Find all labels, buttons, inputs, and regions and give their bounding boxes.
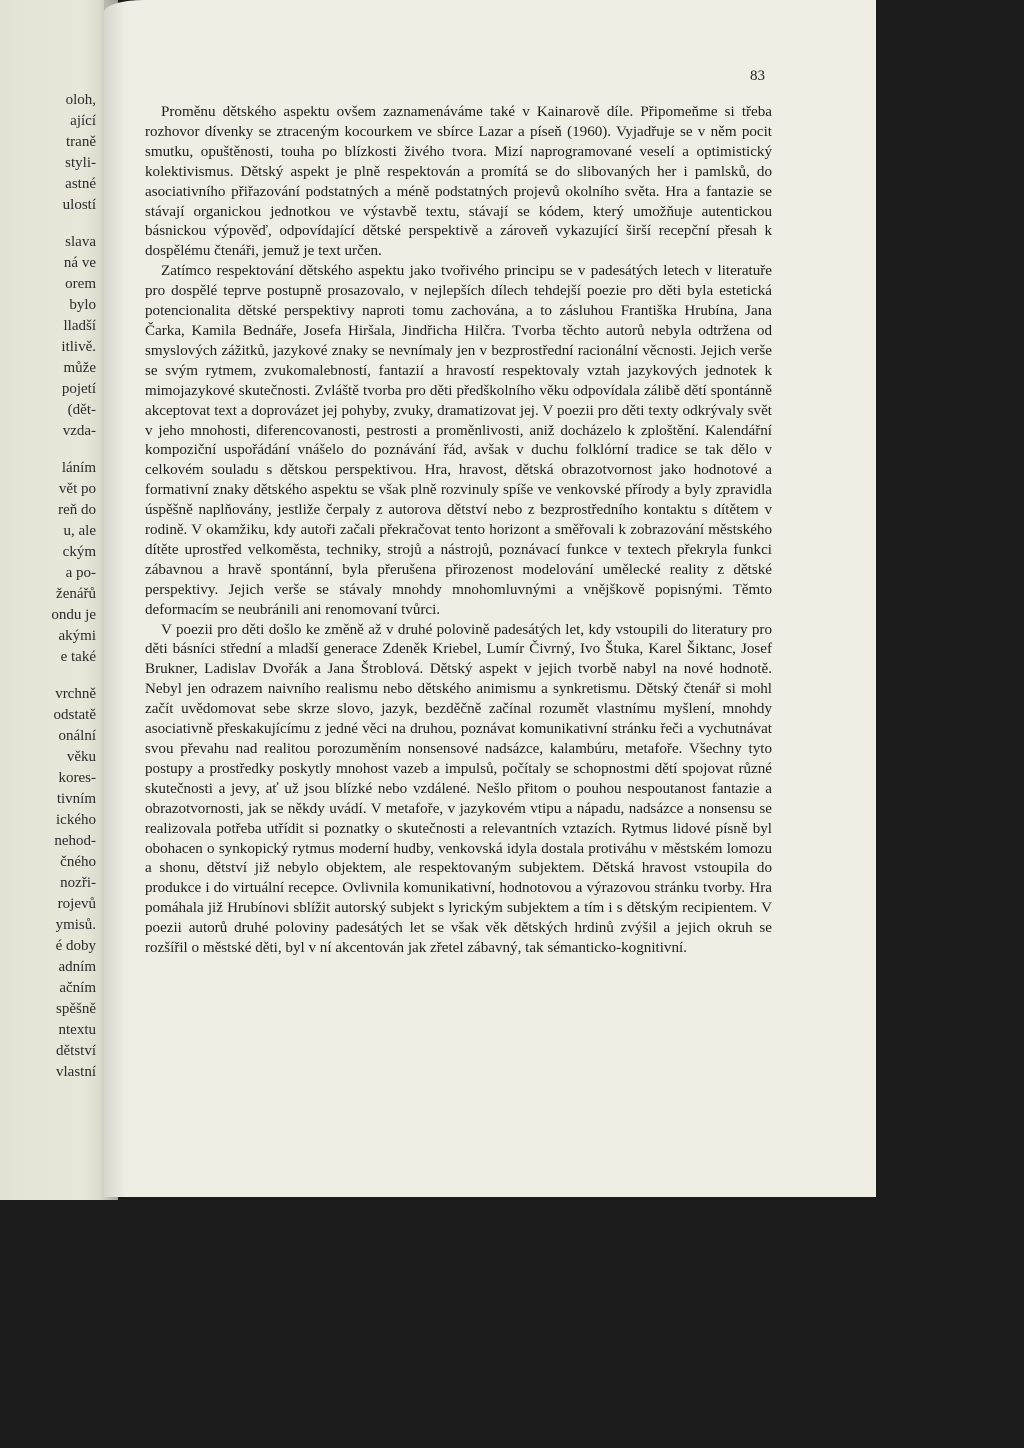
left-page-fragment-line: vzda- xyxy=(62,423,96,439)
left-page-fragment-line: é doby xyxy=(55,938,96,954)
fragment-gap xyxy=(51,216,96,232)
left-page-fragment-line: slava xyxy=(65,234,96,250)
page-body-text xyxy=(145,103,772,959)
fragment-gap xyxy=(51,442,96,458)
left-page-fragment-line: ženářů xyxy=(56,586,96,602)
left-page-fragment-line: akými xyxy=(58,628,96,644)
left-page-fragment-line: může xyxy=(63,360,96,376)
left-page-fragment-line: ckým xyxy=(62,544,96,560)
paragraph: Proměnu dětského aspektu ovšem zaznamenáváme také v Kainarově díle. Připomeňme si třeba rozhovor dívenky se ztraceným kocourkem ve sbírce Lazar a píseň (1960). Vyjadřuje se v něm pocit smutku, opuštěnosti, touha po blízkosti živého tvora. Mizí naprogramované veselí a optimistický kolektivismus. Dětský aspekt je plně respektován a promítá se do slibovaných her i pamlsků, do asociativního přiřazování podstatných a méně podstatných projevů okolního světa. Hra a fantazie se stávají organickou jednotkou ve výstavbě textu, stávají se kódem, který umožňuje autentickou básnickou výpověď, odpovídající dětské perspektivě a zároveň vykazující širší recepční přesah k dospělému čtenáři, jemuž je text určen. xyxy=(145,104,772,260)
left-page-fragment-line: e také xyxy=(60,649,96,665)
left-page-fragment-line: reň do xyxy=(58,502,96,518)
left-page-fragment-line: dětství xyxy=(56,1043,96,1059)
left-page-fragment-line: tivním xyxy=(56,791,96,807)
left-page-fragment-line: a po- xyxy=(65,565,96,581)
left-page-fragment-line: nehod- xyxy=(54,833,96,849)
left-page-fragment-line: vlastní xyxy=(56,1064,96,1080)
left-page-fragment-line: orem xyxy=(65,276,96,292)
left-page-fragment-line: bylo xyxy=(69,297,96,313)
left-page-fragment-line: ulostí xyxy=(62,197,96,213)
left-page-fragment-line: astné xyxy=(65,176,96,192)
paragraph: Zatímco respektování dětského aspektu jako tvořivého principu se v padesátých letech v literatuře pro dospělé teprve postupně prosazovalo, v nejlepších dílech tehdejší poezie pro děti byla estetická potencionalita dětské perspektivy naproti tomu zachována, a to zásluhou Františka Hrubína, Jana Čarka, Kamila Bednáře, Josefa Hiršala, Jindřicha Hilčra. Tvorba těchto autorů nebyla odtržena od smyslových zážitků, jazykové znaky se nevnímaly jen v bezprostřední racionální věcnosti. Jejich verše se svým rytmem, zvukomalebností, fantazií a hravostí respektovaly vztah jazykových jednotek k mimojazykové skutečnosti. Zvláště tvorba pro děti předškolního věku odpovídala zálibě dětí spontánně akceptovat text a doprovázet jej pohyby, zvuky, dramatizovat jej. V poezii pro děti texty odkrývaly svět v jeho mnohosti, diferencovanosti, pestrosti a proměnlivosti, aniž docházelo k zploštění. Kalendářní kompoziční uspořádání vnášelo do poznávání řád, avšak v duchu folklórní tradice se tak dělo v celkovém souladu s dětskou perspektivou. Hra, hravost, dětská obrazotvornost jako hodnotové a formativní znaky dětského aspektu se však plně rozvinuly spíše ve venkovské přírody a byly zpravidla úspěšně naplňovány, jestliže čerpaly z autorova dětství nebo z bezprostředního kontaktu s dítětem v rodině. V okamžiku, kdy autoři začali překračovat tento horizont a směřovali k zobrazování městského dítěte uprostřed velkoměsta, techniky, strojů a nástrojů, poznávací funkce v textech překryla funkci zábavnou a hravě spontánní, byla přerušena přirozenost modelování umělecké reality z dětské perspektivy. Jejich verše se stávaly mnohdy mnohomluvnými a vnějškově popisnými. Těmto deformacím se neubránili ani renomovaní tvůrci. xyxy=(145,263,772,618)
left-page-fragment-line: odstatě xyxy=(53,707,96,723)
left-page-fragment-line: ná ve xyxy=(63,255,96,271)
left-page-text-fragments xyxy=(51,90,96,1083)
left-page-fragment-line: traně xyxy=(66,134,96,150)
paragraph: V poezii pro děti došlo ke změně až v druhé polovině padesátých let, kdy vstoupili do literatury pro děti básníci střední a mladší generace Zdeněk Kriebel, Lumír Čivrný, Ivo Štuka, Karel Šiktanc, Josef Brukner, Ladislav Dvořák a Jana Štroblová. Dětský aspekt v jejich tvorbě nabyl na nové hodnotě. Nebyl jen odrazem naivního realismu nebo dětského animismu a synkretismu. Dětský čtenář si mohl začít uvědomovat sebe skrze slovo, jazyk, bezděčně začínal rozumět vlastnímu myšlení, mnohdy asociativně přeskakujícímu z jedné věci na druhou, poznávat komunikativní stránku řeči a vychutnávat svou převahu nad realitou porozuměním nonsensové nadsázce, kalambúru, metafoře. Všechny tyto postupy a prostředky poskytly mnohost vazeb a impulsů, počítaly se schopnostmi dětí spojovat různé skutečnosti a jevy, ať už jsou blízké nebo vzdálené. Nešlo přitom o pouhou nespoutanost fantazie a obrazotvornosti, jak se někdy uvádí. V metafoře, v jazykovém vtipu a nápadu, nadsázce a nonsensu se realizovala potřeba utřídit si poznatky o skutečnosti a relevantních vztazích. Rytmus lidové písně byl obohacen o synkopický rytmus moderní hudby, venkovská idyla dostala protiváhu v městském lomozu a shonu, dětství již nebylo objektem, ale respektovaným subjektem. Dětská hravost vstoupila do produkce i do virtuální recepce. Ovlivnila komunikativní, hodnotovou a výrazovou stránku tvorby. Hra pomáhala již Hrubínovi sblížit autorský subjekt s lyrickým subjektem a tím i s dětským recipientem. V poezii autorů druhé poloviny padesátých let se však věk dětských hrdinů zvýšil a jejich okruh se rozšířil o městské děti, byl v ní akcentován jak zřetel zábavný, tak sémanticko-kognitivní. xyxy=(145,621,772,957)
fragment-gap xyxy=(51,668,96,684)
left-page-fragment-line: ntextu xyxy=(58,1022,96,1038)
left-page-fragment-line: ající xyxy=(70,113,96,129)
left-page-fragment-line: vrchně xyxy=(55,686,96,702)
left-page-fragment-line: itlivě. xyxy=(61,339,96,355)
left-page-fragment-line: věku xyxy=(66,749,96,765)
left-page-fragment-line: nozři- xyxy=(60,875,96,891)
left-page xyxy=(0,0,118,1200)
left-page-fragment-line: oloh, xyxy=(65,92,96,108)
left-page-fragment-line: ačním xyxy=(59,980,96,996)
left-page-fragment-line: ondu je xyxy=(51,607,96,623)
left-page-fragment-line: spěšně xyxy=(56,1001,96,1017)
left-page-fragment-line: adním xyxy=(58,959,96,975)
page-gutter-shadow xyxy=(104,0,126,1197)
left-page-fragment-line: lladší xyxy=(63,318,96,334)
left-page-fragment-line: čného xyxy=(60,854,96,870)
left-page-fragment-line: vět po xyxy=(58,481,96,497)
left-page-fragment-line: styli- xyxy=(65,155,96,171)
left-page-fragment-line: ického xyxy=(56,812,96,828)
left-page-fragment-line: pojetí xyxy=(61,381,96,397)
left-page-fragment-line: u, ale xyxy=(63,523,96,539)
left-page-fragment-line: rojevů xyxy=(57,896,96,912)
left-page-fragment-line: (dět- xyxy=(67,402,96,418)
right-page xyxy=(104,0,876,1197)
left-page-fragment-line: láním xyxy=(61,460,96,476)
page-number: 83 xyxy=(750,68,765,84)
left-page-fragment-line: ymisů. xyxy=(55,917,96,933)
left-page-fragment-line: onální xyxy=(58,728,96,744)
left-page-fragment-line: kores- xyxy=(58,770,96,786)
